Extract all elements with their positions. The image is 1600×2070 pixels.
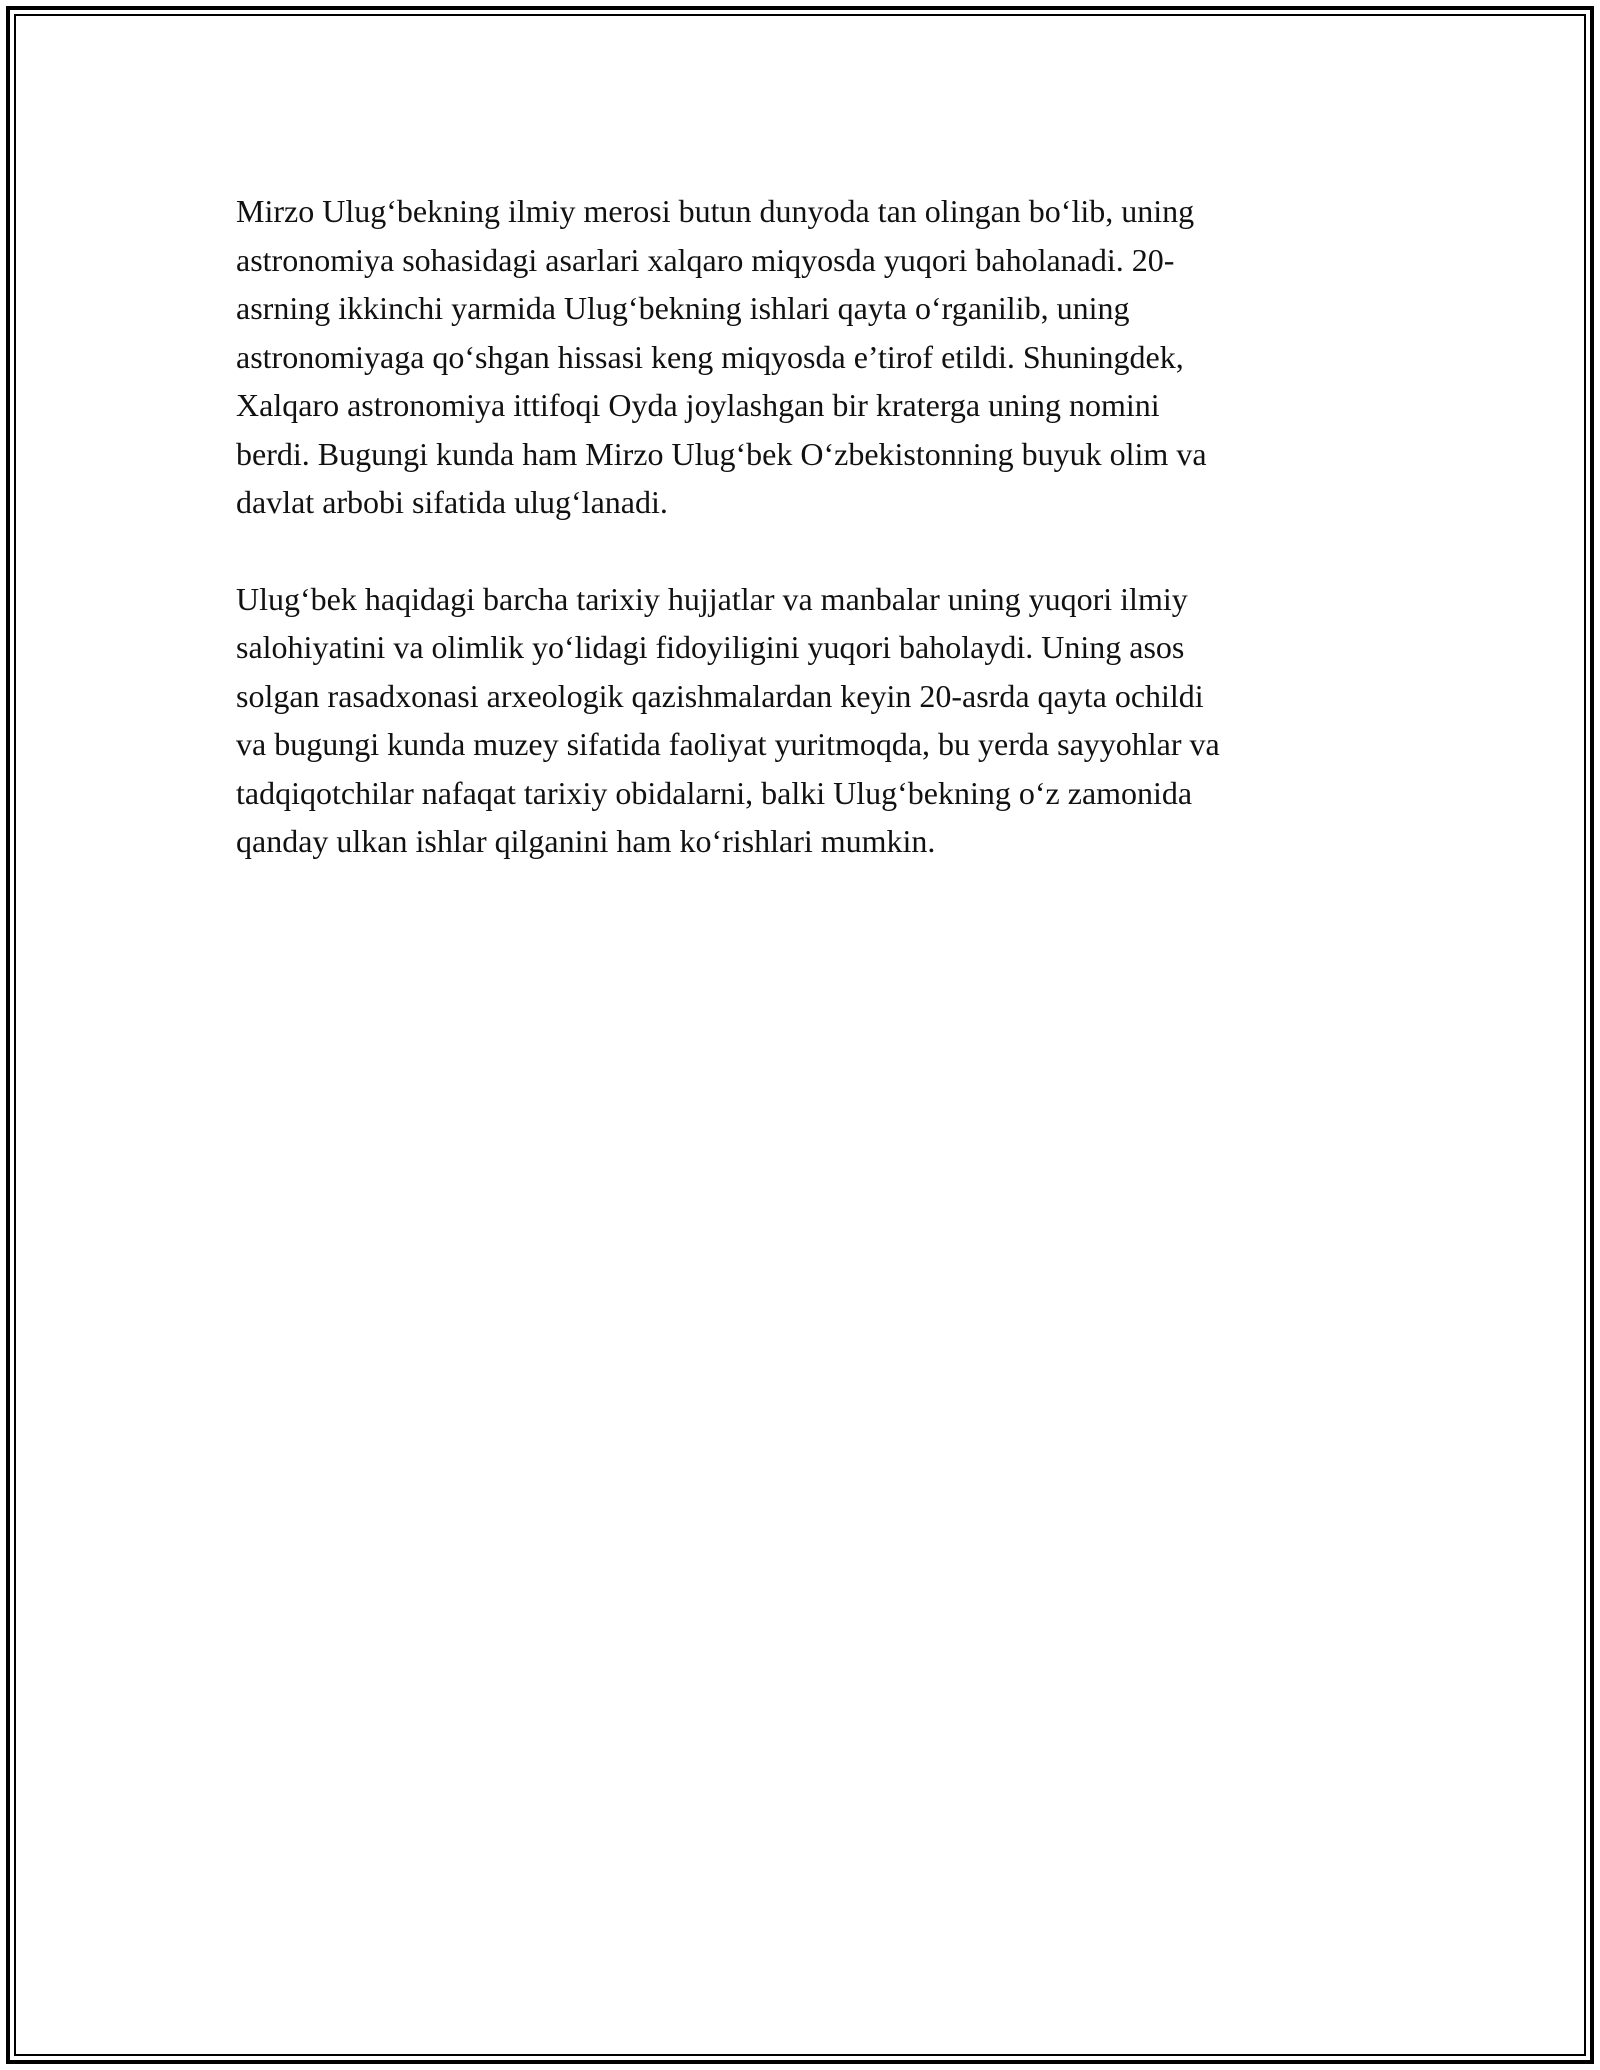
text-line: berdi. Bugungi kunda ham Mirzo Ulug‘bek O‘zbekistonning buyuk olim va bbox=[236, 435, 1207, 472]
text-line: solgan rasadxonasi arxeologik qazishmalardan keyin 20-asrda qayta ochildi bbox=[236, 677, 1204, 714]
text-line: Ulug‘bek haqidagi barcha tarixiy hujjatlar va manbalar uning yuqori ilmiy bbox=[236, 580, 1188, 617]
text-line: astronomiya sohasidagi asarlari xalqaro miqyosda yuqori baholanadi. 20- bbox=[236, 241, 1175, 278]
text-line: salohiyatini va olimlik yo‘lidagi fidoyiligini yuqori baholaydi. Uning asos bbox=[236, 629, 1185, 665]
text-line: va bugungi kunda muzey sifatida faoliyat yuritmoqda, bu yerda sayyohlar va bbox=[236, 726, 1220, 762]
text-line: davlat arbobi sifatida ulug‘lanadi. bbox=[236, 484, 668, 520]
document-body bbox=[236, 187, 1376, 866]
paragraph-2 bbox=[236, 575, 1376, 866]
text-line: qanday ulkan ishlar qilganini ham ko‘rishlari mumkin. bbox=[236, 823, 936, 859]
paragraph-1 bbox=[236, 187, 1376, 527]
text-line: tadqiqotchilar nafaqat tarixiy obidalarni, balki Ulug‘bekning o‘z zamonida bbox=[236, 774, 1193, 811]
text-line: astronomiyaga qo‘shgan hissasi keng miqyosda e’tirof etildi. Shuningdek, bbox=[236, 338, 1184, 375]
text-line: Xalqaro astronomiya ittifoqi Oyda joylashgan bir kraterga uning nomini bbox=[236, 387, 1160, 423]
text-line: asrning ikkinchi yarmida Ulug‘bekning ishlari qayta o‘rganilib, uning bbox=[236, 290, 1130, 326]
text-line: Mirzo Ulug‘bekning ilmiy merosi butun dunyoda tan olingan bo‘lib, uning bbox=[236, 193, 1195, 229]
